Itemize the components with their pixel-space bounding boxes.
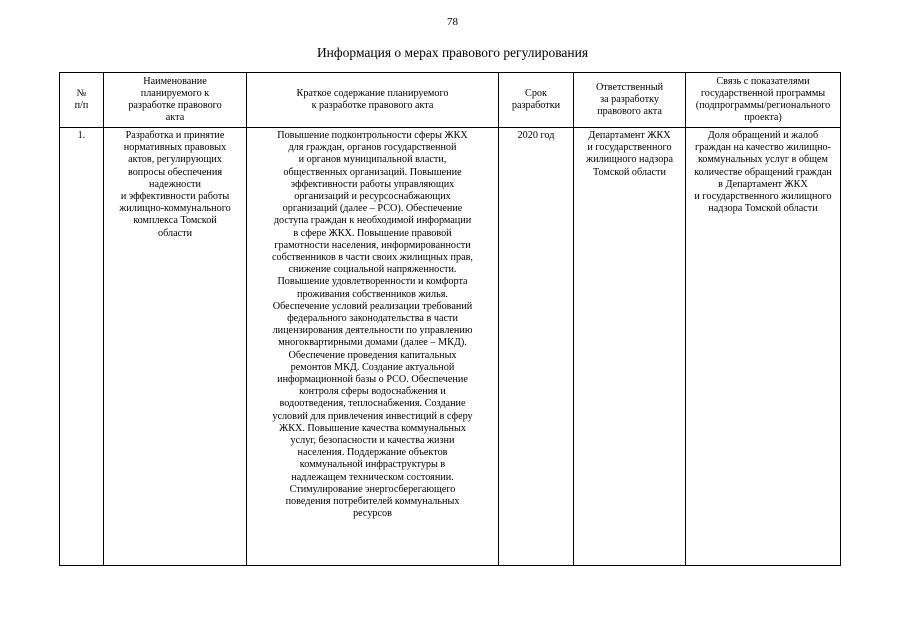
- cell-content: Повышение подконтрольности сферы ЖКХ для граждан, органов государственной и органов муниципальной власти, общественных организаций. Повышение эффективности работы управляющих организаций и ресурсоснабжающих организаций (далее – РСО). Обеспечение доступа граждан к необходимой информации в сфере ЖКХ. Повышение правовой грамотности населения, информированности собственников в части своих жилищных прав, снижение социальной напряженности. Повышение удовлетворенности и комфорта проживания собственников жилья. Обеспечение условий реализации требований федерального законодательства в части лицензирования деятельности по управлению многоквартирными домами (далее – МКД). Обеспечение проведения капитальных ремонтов МКД. Создание актуальной информационной базы о РСО. Обеспечение контроля сферы водоснабжения и водоотведения, теплоснабжения. Создание условий для привлечения инвестиций в сферу ЖКХ. Повышение качества коммунальных услуг, безопасности и качества жизни населения. Поддержание объектов коммунальной инфраструктуры в надлежащем техническом состоянии. Стимулирование энергосберегающего поведения потребителей коммунальных ресурсов: [247, 128, 499, 566]
- header-term: Срок разработки: [499, 73, 574, 128]
- cell-term: 2020 год: [499, 128, 574, 566]
- measures-table: [59, 72, 841, 566]
- cell-number: 1.: [60, 128, 104, 566]
- table-row: [60, 128, 841, 566]
- cell-program-link: Доля обращений и жалоб граждан на качество жилищно- коммунальных услуг в общем количестве обращений граждан в Департамент ЖКХ и государственного жилищного надзора Томской области: [686, 128, 841, 566]
- header-number: № п/п: [60, 73, 104, 128]
- header-content: Краткое содержание планируемого к разработке правового акта: [247, 73, 499, 128]
- document-title: Информация о мерах правового регулирования: [316, 45, 589, 60]
- cell-act-name: Разработка и принятие нормативных правовых актов, регулирующих вопросы обеспечения надежности и эффективности работы жилищно-коммунального комплекса Томской области: [104, 128, 247, 566]
- header-responsible: Ответственный за разработку правового акта: [574, 73, 686, 128]
- page-number: 78: [447, 16, 458, 28]
- header-program-link: Связь с показателями государственной программы (подпрограммы/регионального проекта): [686, 73, 841, 128]
- cell-responsible: Департамент ЖКХ и государственного жилищного надзора Томской области: [574, 128, 686, 566]
- header-act-name: Наименование планируемого к разработке правового акта: [104, 73, 247, 128]
- table-header-row: [60, 73, 841, 128]
